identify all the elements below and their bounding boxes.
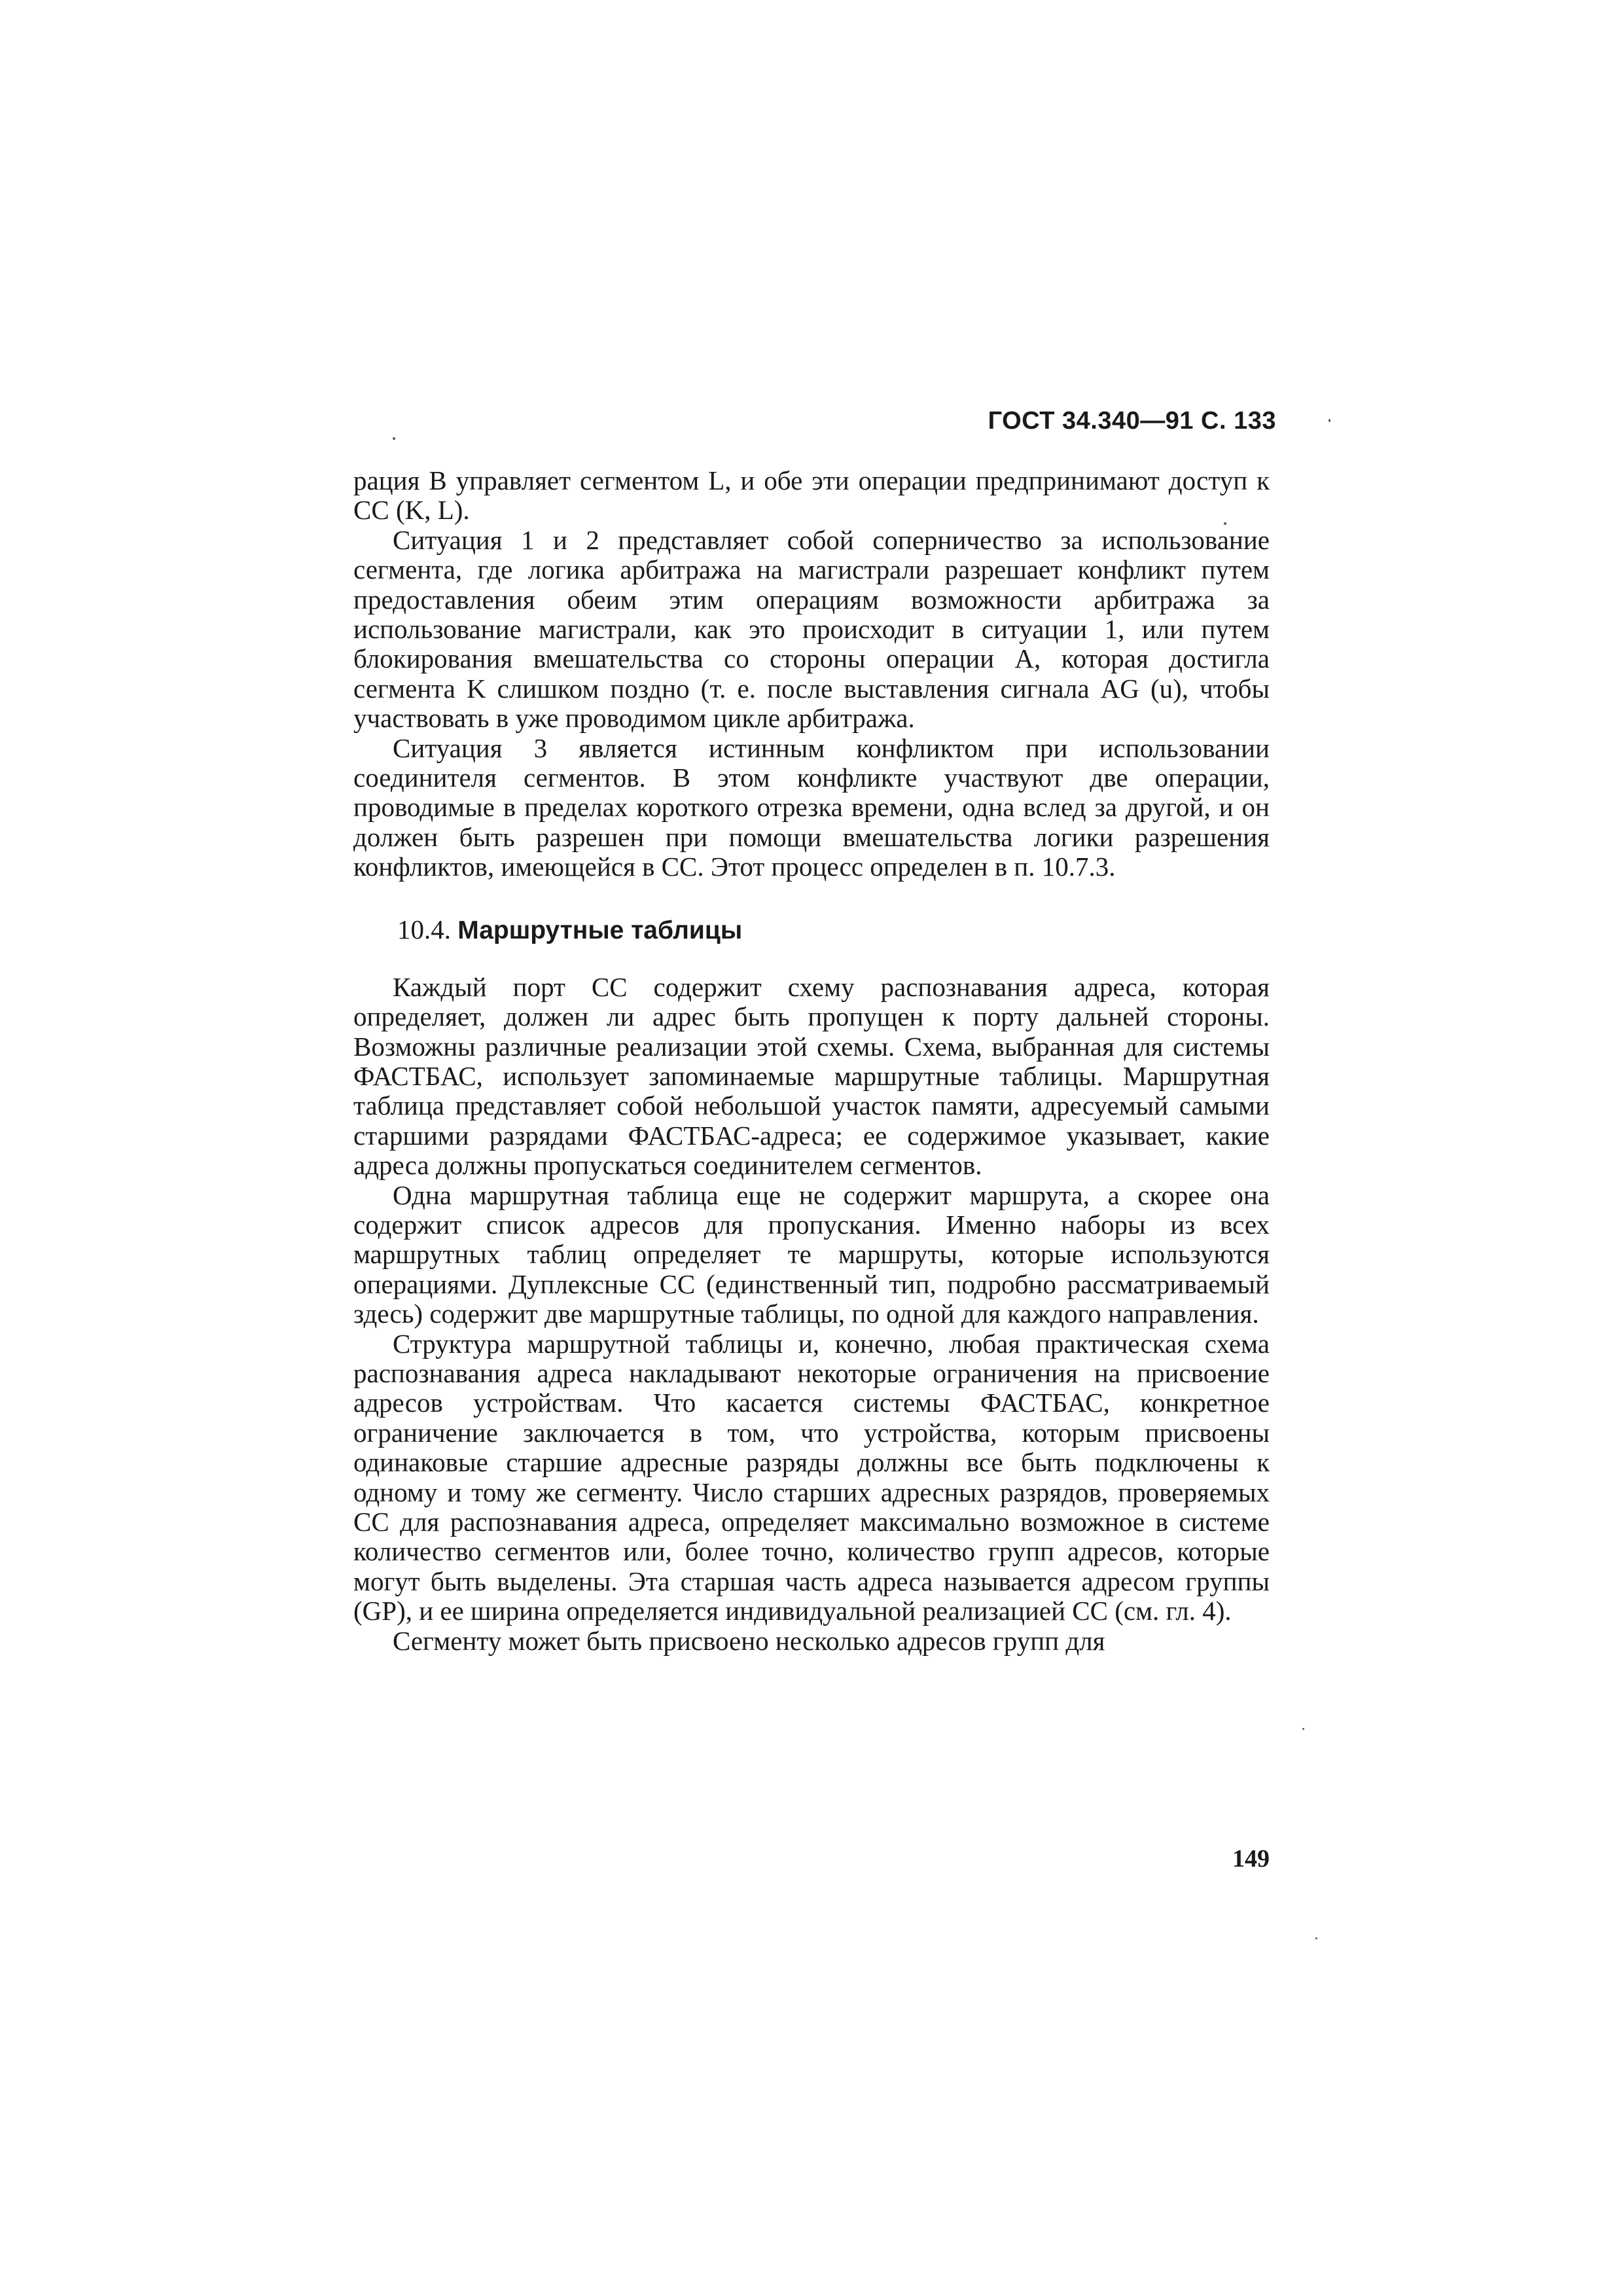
- paragraph: Одна маршрутная таблица еще не содержит маршрута, а скорее она содержит список адресов для пропускания. Именно наборы из всех маршрутных таблиц определяет те маршруты, которые используются операциями. Дуплексные СС (единственный тип, подробно рассматриваемый здесь) содержит две маршрутные таблицы, по одной для каждого направления.: [353, 1179, 1270, 1329]
- page-number: 149: [1232, 1845, 1270, 1873]
- section-heading: [353, 914, 1270, 946]
- body-text: [353, 466, 1270, 1656]
- scan-speck: [1224, 522, 1226, 525]
- paragraph-continuation: рация B управляет сегментом L, и обе эти операции предпринимают доступ к СС (K, L).: [353, 465, 1270, 526]
- paragraph: Ситуация 1 и 2 представляет собой соперничество за использование сегмента, где логика арбитража на магистрали разрешает конфликт путем предоставления обеим этим операциям возможности арбитража за использование магистрали, как это происходит в ситуации 1, или путем блокирования вмешательства со стороны операции A, которая достигла сегмента K слишком поздно (т. е. после выставления сигнала AG (u), чтобы участвовать в уже проводимом цикле арбитража.: [353, 524, 1270, 734]
- running-header: ГОСТ 34.340—91 С. 133: [988, 407, 1276, 435]
- paragraph: Каждый порт СС содержит схему распознавания адреса, которая определяет, должен ли адрес быть пропущен к порту дальней стороны. Возможны различные реализации этой схемы. Схема, выбранная для системы ФАСТБАС, использует запоминаемые маршрутные таблицы. Маршрутная таблица представляет собой небольшой участок памяти, адресуемый самыми старшими разрядами ФАСТБАС-адреса; ее содержимое указывает, какие адреса должны пропускаться соединителем сегментов.: [353, 971, 1270, 1181]
- paragraph: Ситуация 3 является истинным конфликтом при использовании соединителя сегментов. В этом конфликте участвуют две операции, проводимые в пределах короткого отрезка времени, одна вслед за другой, и он должен быть разрешен при помощи вмешательства логики разрешения конфликтов, имеющейся в СС. Этот процесс определен в п. 10.7.3.: [353, 732, 1270, 882]
- scan-speck: [1315, 1937, 1317, 1939]
- scan-speck: [393, 437, 395, 440]
- section-number: 10.4.: [397, 914, 451, 944]
- section-title: Маршрутные таблицы: [457, 916, 743, 944]
- paragraph: Сегменту может быть присвоено несколько адресов групп для: [393, 1625, 1105, 1656]
- scan-speck: [1302, 1728, 1304, 1730]
- paragraph: Структура маршрутной таблицы и, конечно, любая практическая схема распознавания адреса накладывают некоторые ограничения на присвоение адресов устройствам. Что касается системы ФАСТБАС, конкретное ограничение заключается в том, что устройства, которым присвоены одинаковые старшие адресные разряды должны все быть подключены к одному и тому же сегменту. Число старших адресных разрядов, проверяемых СС для распознавания адреса, определяет максимально возможное в системе количество сегментов или, более точно, количество групп адресов, которые могут быть выделены. Эта старшая часть адреса называется адресом группы (GP), и ее ширина определяется индивидуальной реализацией СС (см. гл. 4).: [353, 1328, 1270, 1626]
- scan-speck: [1329, 419, 1330, 422]
